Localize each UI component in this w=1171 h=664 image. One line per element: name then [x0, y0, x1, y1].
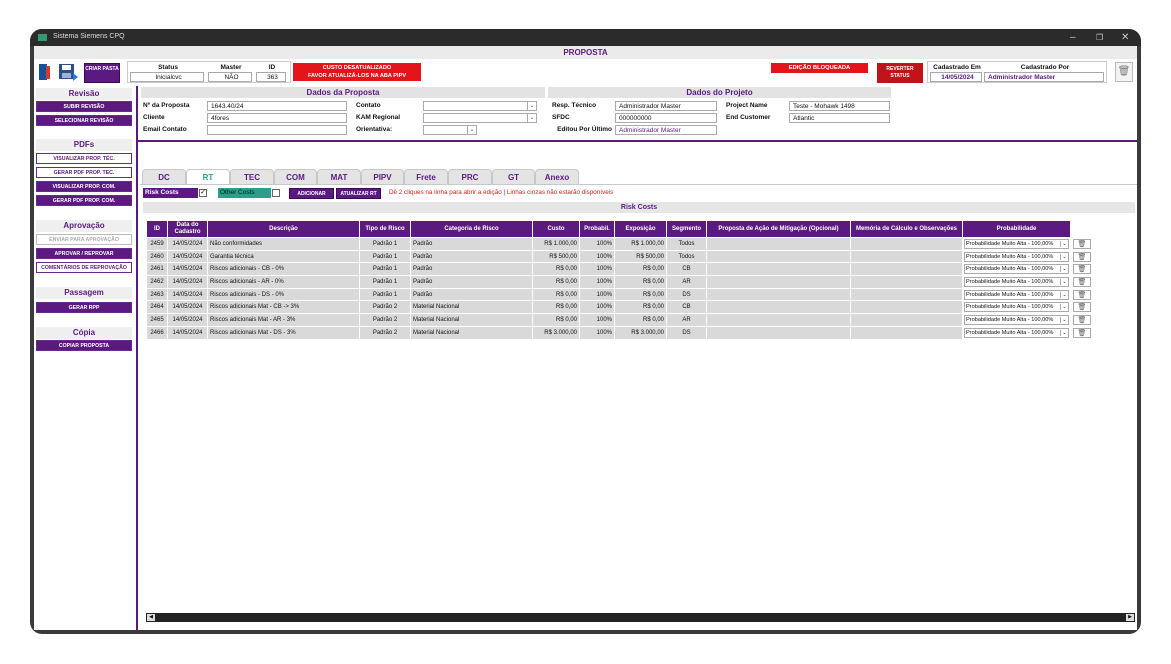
gerar-pdf-prop-tec-button[interactable]: GERAR PDF PROP. TEC. [36, 167, 132, 178]
id-label: ID [268, 64, 276, 71]
kam-regional-label: KAM Regional [356, 114, 401, 121]
sidebar-heading-copia: Cópia [36, 327, 132, 339]
visualizar-prop-com-button[interactable]: VISUALIZAR PROP. COM. [36, 181, 132, 192]
cell-prob: 100% [580, 314, 615, 327]
cell-tipo: Padrão 2 [360, 314, 411, 327]
cliente-label: Cliente [143, 114, 165, 121]
table-row[interactable] [147, 301, 1094, 314]
gerar-rpp-button[interactable]: GERAR RPP [36, 302, 132, 313]
cell-exp: R$ 0,00 [615, 288, 667, 301]
contato-label: Contato [356, 102, 381, 109]
probabilidade-value: Probabilidade Muito Alta - 100,00% [966, 278, 1054, 285]
email-contato-label: Email Contato [143, 126, 187, 133]
tab-pipv[interactable]: PIPV [361, 169, 404, 184]
warning-line-2: FAVOR ATUALIZÁ-LOS NA ABA PIPV [307, 73, 407, 79]
chevron-down-icon: ⌄ [1060, 241, 1068, 247]
other-costs-toggle-label: Other Costs [218, 188, 271, 198]
risk-costs-checkbox[interactable]: ✓ [200, 189, 206, 196]
cell-actions [1071, 276, 1094, 289]
chevron-down-icon: ⌄ [1060, 279, 1068, 285]
column-header-segmento[interactable]: Segmento [667, 221, 707, 238]
editou-label: Editou Por Último [557, 126, 612, 133]
tab-rt[interactable]: RT [186, 169, 230, 184]
cell-mitigacao[interactable] [707, 288, 851, 301]
window-title: Sistema Siemens CPQ [53, 33, 125, 40]
resp-tecnico-label: Resp. Técnico [552, 102, 597, 109]
chevron-down-icon: ⌄ [1060, 317, 1068, 323]
cell-custo: R$ 3.000,00 [533, 326, 580, 339]
cell-prob: 100% [580, 276, 615, 289]
chevron-down-icon: ⌄ [527, 102, 536, 110]
sidebar-heading-passagem: Passagem [36, 287, 132, 299]
delete-row-icon[interactable]: 🗑 [1073, 264, 1091, 274]
column-header-custo[interactable]: Custo [533, 221, 580, 238]
cell-seg: Todos [667, 238, 707, 251]
cell-probabilidade [963, 314, 1071, 327]
sfdc-field[interactable]: 000000000 [615, 113, 717, 123]
probabilidade-select[interactable] [964, 264, 1069, 274]
cell-prob: 100% [580, 250, 615, 263]
delete-row-icon[interactable]: 🗑 [1073, 252, 1091, 262]
cell-cat: Material Nacional [411, 314, 533, 327]
cell-memoria[interactable] [851, 276, 963, 289]
sidebar [34, 87, 137, 630]
tab-frete[interactable]: Frete [404, 169, 448, 184]
cell-cat: Padrão [411, 250, 533, 263]
cell-seg: CB [667, 301, 707, 314]
page-title: PROPOSTA [34, 46, 1137, 59]
cell-prob: 100% [580, 288, 615, 301]
column-header-tipo[interactable]: Tipo de Risco [360, 221, 411, 238]
cell-tipo: Padrão 1 [360, 238, 411, 251]
cell-probabilidade [963, 326, 1071, 339]
cost-warning-banner [293, 63, 421, 81]
table-row[interactable] [147, 326, 1094, 339]
main-form [34, 46, 1137, 630]
master-label: Master [220, 64, 242, 71]
tab-mat[interactable]: MAT [317, 169, 361, 184]
cell-id: 2463 [147, 288, 168, 301]
cell-desc: Não conformidades [208, 238, 360, 251]
comentarios-reprovacao-button[interactable]: COMENTÁRIOS DE REPROVAÇÃO [36, 262, 132, 273]
probabilidade-select[interactable] [964, 328, 1069, 338]
cell-actions [1071, 314, 1094, 327]
cell-desc: Riscos adicionais Mat - AR - 3% [208, 314, 360, 327]
edit-hint-text: Dê 2 cliques na linha para abrir a edição | Linhas cinzas não estarão disponíveis [389, 189, 614, 196]
reverter-line-2: STATUS [890, 73, 910, 79]
column-header-exposicao[interactable]: Exposição [615, 221, 667, 238]
tab-baseline [140, 184, 1137, 185]
reverter-status-button[interactable] [877, 63, 923, 83]
grid-title: Risk Costs [143, 202, 1135, 213]
cell-desc: Garantia técnica [208, 250, 360, 263]
tab-prc[interactable]: PRC [448, 169, 492, 184]
cell-prob: 100% [580, 326, 615, 339]
cell-desc: Riscos adicionais Mat - CB -> 3% [208, 301, 360, 314]
project-name-label: Project Name [726, 102, 768, 109]
cell-data: 14/05/2024 [168, 301, 208, 314]
sidebar-heading-revisao: Revisão [36, 88, 132, 100]
probabilidade-select[interactable] [964, 239, 1069, 249]
edicao-bloqueada-badge: EDIÇÃO BLOQUEADA [771, 63, 868, 73]
chevron-down-icon: ⌄ [1060, 330, 1068, 336]
cell-seg: AR [667, 276, 707, 289]
orientativa-select[interactable] [423, 125, 477, 135]
cell-probabilidade [963, 238, 1071, 251]
cell-seg: DS [667, 326, 707, 339]
tab-com[interactable]: COM [274, 169, 317, 184]
table-row[interactable] [147, 250, 1094, 263]
cadastrado-por-label: Cadastrado Por [1020, 64, 1070, 71]
num-proposta-field[interactable]: 1643.40/24 [207, 101, 347, 111]
title-bar [30, 29, 1141, 46]
probabilidade-select[interactable] [964, 252, 1069, 262]
exit-icon[interactable] [38, 63, 52, 81]
chevron-down-icon: ⌄ [1060, 304, 1068, 310]
cell-tipo: Padrão 1 [360, 250, 411, 263]
cell-desc: Riscos adicionais - AR - 0% [208, 276, 360, 289]
cell-actions [1071, 263, 1094, 276]
cell-tipo: Padrão 1 [360, 276, 411, 289]
cell-id: 2460 [147, 250, 168, 263]
cell-id: 2464 [147, 301, 168, 314]
cell-memoria[interactable] [851, 288, 963, 301]
delete-row-icon[interactable]: 🗑 [1073, 302, 1091, 312]
probabilidade-value: Probabilidade Muito Alta - 100,00% [966, 240, 1054, 247]
cell-id: 2466 [147, 326, 168, 339]
cell-actions [1071, 326, 1094, 339]
cell-id: 2465 [147, 314, 168, 327]
app-icon [38, 34, 47, 41]
cell-data: 14/05/2024 [168, 263, 208, 276]
restore-icon[interactable]: ❐ [1096, 33, 1104, 42]
atualizar-rt-button[interactable]: ATUALIZAR RT [336, 188, 381, 199]
reverter-line-1: REVERTER [886, 66, 914, 72]
cell-actions [1071, 288, 1094, 301]
selecionar-revisao-button[interactable]: SELECIONAR REVISÃO [36, 115, 132, 126]
cell-cat: Padrão [411, 263, 533, 276]
probabilidade-value: Probabilidade Muito Alta - 100,00% [966, 253, 1054, 260]
end-customer-label: End Customer [726, 114, 771, 121]
status-group [127, 61, 291, 83]
cell-memoria[interactable] [851, 314, 963, 327]
table-row[interactable] [147, 276, 1094, 289]
cell-data: 14/05/2024 [168, 238, 208, 251]
cell-data: 14/05/2024 [168, 250, 208, 263]
status-value: Inicialcvc [130, 72, 204, 82]
probabilidade-value: Probabilidade Muito Alta - 100,00% [966, 304, 1054, 311]
column-header-id[interactable]: ID [147, 221, 168, 238]
cell-memoria[interactable] [851, 326, 963, 339]
cell-id: 2462 [147, 276, 168, 289]
cell-memoria[interactable] [851, 263, 963, 276]
copiar-proposta-button[interactable]: COPIAR PROPOSTA [36, 340, 132, 351]
cell-tipo: Padrão 2 [360, 326, 411, 339]
cell-custo: R$ 0,00 [533, 288, 580, 301]
num-proposta-label: Nº da Proposta [143, 102, 190, 109]
cell-memoria[interactable] [851, 301, 963, 314]
cell-exp: R$ 1.000,00 [615, 238, 667, 251]
id-value: 363 [256, 72, 286, 82]
cell-exp: R$ 500,00 [615, 250, 667, 263]
cell-exp: R$ 3.000,00 [615, 326, 667, 339]
cell-exp: R$ 0,00 [615, 314, 667, 327]
cell-prob: 100% [580, 263, 615, 276]
cell-custo: R$ 0,00 [533, 276, 580, 289]
master-value: NÃO [208, 72, 252, 82]
cadastrado-em-label: Cadastrado Em [933, 64, 981, 71]
cell-prob: 100% [580, 238, 615, 251]
cell-desc: Riscos adicionais - CB - 0% [208, 263, 360, 276]
cell-mitigacao[interactable] [707, 263, 851, 276]
cell-desc: Riscos adicionais - DS - 0% [208, 288, 360, 301]
cell-custo: R$ 1.000,00 [533, 238, 580, 251]
horizontal-scrollbar[interactable] [146, 613, 1135, 622]
chevron-down-icon: ⌄ [527, 114, 536, 122]
delete-row-icon[interactable]: 🗑 [1073, 239, 1091, 249]
column-header-data[interactable]: Data do Cadastro [168, 221, 208, 238]
cell-probabilidade [963, 288, 1071, 301]
cell-actions [1071, 250, 1094, 263]
trash-icon[interactable]: 🗑 [1115, 62, 1133, 82]
probabilidade-select[interactable] [964, 290, 1069, 300]
tab-tec[interactable]: TEC [230, 169, 274, 184]
gerar-pdf-prop-com-button[interactable]: GERAR PDF PROP. COM. [36, 195, 132, 206]
cell-mitigacao[interactable] [707, 314, 851, 327]
sfdc-label: SFDC [552, 114, 570, 121]
warning-line-1: CUSTO DESATUALIZADO [322, 65, 392, 71]
probabilidade-value: Probabilidade Muito Alta - 100,00% [966, 266, 1054, 273]
cadastro-group [927, 61, 1107, 83]
cell-mitigacao[interactable] [707, 301, 851, 314]
cell-desc: Riscos adicionais Mat - DS - 3% [208, 326, 360, 339]
column-header-actions [1071, 221, 1094, 238]
save-icon[interactable] [58, 63, 80, 81]
table-row[interactable] [147, 238, 1094, 251]
criar-pasta-button[interactable]: CRIAR PASTA [84, 63, 120, 83]
cell-tipo: Padrão 1 [360, 263, 411, 276]
cell-mitigacao[interactable] [707, 276, 851, 289]
cell-memoria[interactable] [851, 250, 963, 263]
cadastrado-por-value: Administrador Master [984, 72, 1104, 82]
chevron-down-icon: ⌄ [1060, 292, 1068, 298]
cell-id: 2459 [147, 238, 168, 251]
column-header-probabil[interactable]: Probabil. [580, 221, 615, 238]
risk-costs-toggle-label: Risk Costs [143, 188, 198, 198]
cell-actions [1071, 238, 1094, 251]
column-header-mitigacao[interactable]: Proposta de Ação de Mitigação (Opcional) [707, 221, 851, 238]
cell-seg: Todos [667, 250, 707, 263]
probabilidade-value: Probabilidade Muito Alta - 100,00% [966, 329, 1054, 336]
probabilidade-select[interactable] [964, 315, 1069, 325]
cell-mitigacao[interactable] [707, 238, 851, 251]
cell-probabilidade [963, 250, 1071, 263]
scroll-left-icon[interactable]: ◀ [147, 614, 155, 621]
cell-data: 14/05/2024 [168, 326, 208, 339]
enviar-aprovacao-button[interactable]: ENVIAR PARA APROVAÇÃO [36, 234, 132, 245]
cadastrado-em-value: 14/05/2024 [930, 72, 982, 82]
chevron-down-icon: ⌄ [1060, 266, 1068, 272]
column-header-descricao[interactable]: Descrição [208, 221, 360, 238]
table-row[interactable] [147, 314, 1094, 327]
sidebar-divider [136, 86, 138, 630]
column-header-memoria[interactable]: Memória de Cálculo e Observações [851, 221, 963, 238]
table-row[interactable] [147, 288, 1094, 301]
scroll-right-icon[interactable]: ▶ [1126, 614, 1134, 621]
resp-tecnico-field[interactable]: Administrador Master [615, 101, 717, 111]
sidebar-heading-pdfs: PDFs [36, 139, 132, 151]
cell-mitigacao[interactable] [707, 250, 851, 263]
cell-seg: AR [667, 314, 707, 327]
cell-seg: CB [667, 263, 707, 276]
delete-row-icon[interactable]: 🗑 [1073, 290, 1091, 300]
cell-cat: Padrão [411, 288, 533, 301]
editou-field: Administrador Master [615, 125, 717, 135]
column-header-categoria[interactable]: Categoria de Risco [411, 221, 533, 238]
cell-probabilidade [963, 263, 1071, 276]
probabilidade-select[interactable] [964, 302, 1069, 312]
status-label: Status [158, 64, 178, 71]
cell-cat: Padrão [411, 238, 533, 251]
cell-cat: Material Nacional [411, 301, 533, 314]
project-name-field[interactable]: Teste - Mohawk 1498 [789, 101, 890, 111]
probabilidade-value: Probabilidade Muito Alta - 100,00% [966, 316, 1054, 323]
email-contato-field[interactable] [207, 125, 347, 135]
cell-custo: R$ 0,00 [533, 263, 580, 276]
cell-data: 14/05/2024 [168, 314, 208, 327]
other-costs-checkbox[interactable] [272, 189, 280, 197]
cell-custo: R$ 0,00 [533, 314, 580, 327]
sidebar-heading-aprovacao: Aprovação [36, 220, 132, 232]
minimize-icon[interactable]: – [1070, 32, 1076, 43]
close-icon[interactable]: ✕ [1121, 32, 1130, 43]
dados-proposta-heading: Dados da Proposta [141, 87, 545, 98]
table-row[interactable] [147, 263, 1094, 276]
cliente-field[interactable]: 4fores [207, 113, 347, 123]
cell-tipo: Padrão 2 [360, 301, 411, 314]
table-header-row [147, 221, 1094, 238]
cell-exp: R$ 0,00 [615, 263, 667, 276]
cell-tipo: Padrão 1 [360, 288, 411, 301]
cell-cat: Padrão [411, 276, 533, 289]
cell-probabilidade [963, 301, 1071, 314]
cell-custo: R$ 0,00 [533, 301, 580, 314]
delete-row-icon[interactable]: 🗑 [1073, 328, 1091, 338]
tab-dc[interactable]: DC [142, 169, 186, 184]
probabilidade-value: Probabilidade Muito Alta - 100,00% [966, 291, 1054, 298]
tab-anexo[interactable]: Anexo [535, 169, 579, 184]
end-customer-field[interactable]: Atlantic [789, 113, 890, 123]
chevron-down-icon: ⌄ [1060, 254, 1068, 260]
chevron-down-icon: ⌄ [467, 126, 476, 134]
delete-row-icon[interactable]: 🗑 [1073, 315, 1091, 325]
cell-id: 2461 [147, 263, 168, 276]
cell-actions [1071, 301, 1094, 314]
subir-revisao-button[interactable]: SUBIR REVISÃO [36, 101, 132, 112]
cell-mitigacao[interactable] [707, 326, 851, 339]
visualizar-prop-tec-button[interactable]: VISUALIZAR PROP. TÉC. [36, 153, 132, 164]
cell-exp: R$ 0,00 [615, 276, 667, 289]
column-header-probabilidade[interactable]: Probabilidade [963, 221, 1071, 238]
orientativa-label: Orientativa: [356, 126, 393, 133]
cell-cat: Material Nacional [411, 326, 533, 339]
probabilidade-select[interactable] [964, 277, 1069, 287]
aprovar-reprovar-button[interactable]: APROVAR / REPROVAR [36, 248, 132, 259]
dados-projeto-heading: Dados do Projeto [548, 87, 891, 98]
header-divider [136, 140, 1137, 142]
cell-prob: 100% [580, 301, 615, 314]
adicionar-button[interactable]: ADICIONAR [289, 188, 334, 199]
cell-memoria[interactable] [851, 238, 963, 251]
cell-seg: DS [667, 288, 707, 301]
cell-custo: R$ 500,00 [533, 250, 580, 263]
cell-probabilidade [963, 276, 1071, 289]
cell-data: 14/05/2024 [168, 288, 208, 301]
delete-row-icon[interactable]: 🗑 [1073, 277, 1091, 287]
contato-select[interactable] [423, 101, 537, 111]
cell-exp: R$ 0,00 [615, 301, 667, 314]
tab-gt[interactable]: GT [492, 169, 535, 184]
app-window [30, 29, 1141, 634]
risk-costs-table [146, 220, 1094, 340]
kam-regional-select[interactable] [423, 113, 537, 123]
cell-data: 14/05/2024 [168, 276, 208, 289]
